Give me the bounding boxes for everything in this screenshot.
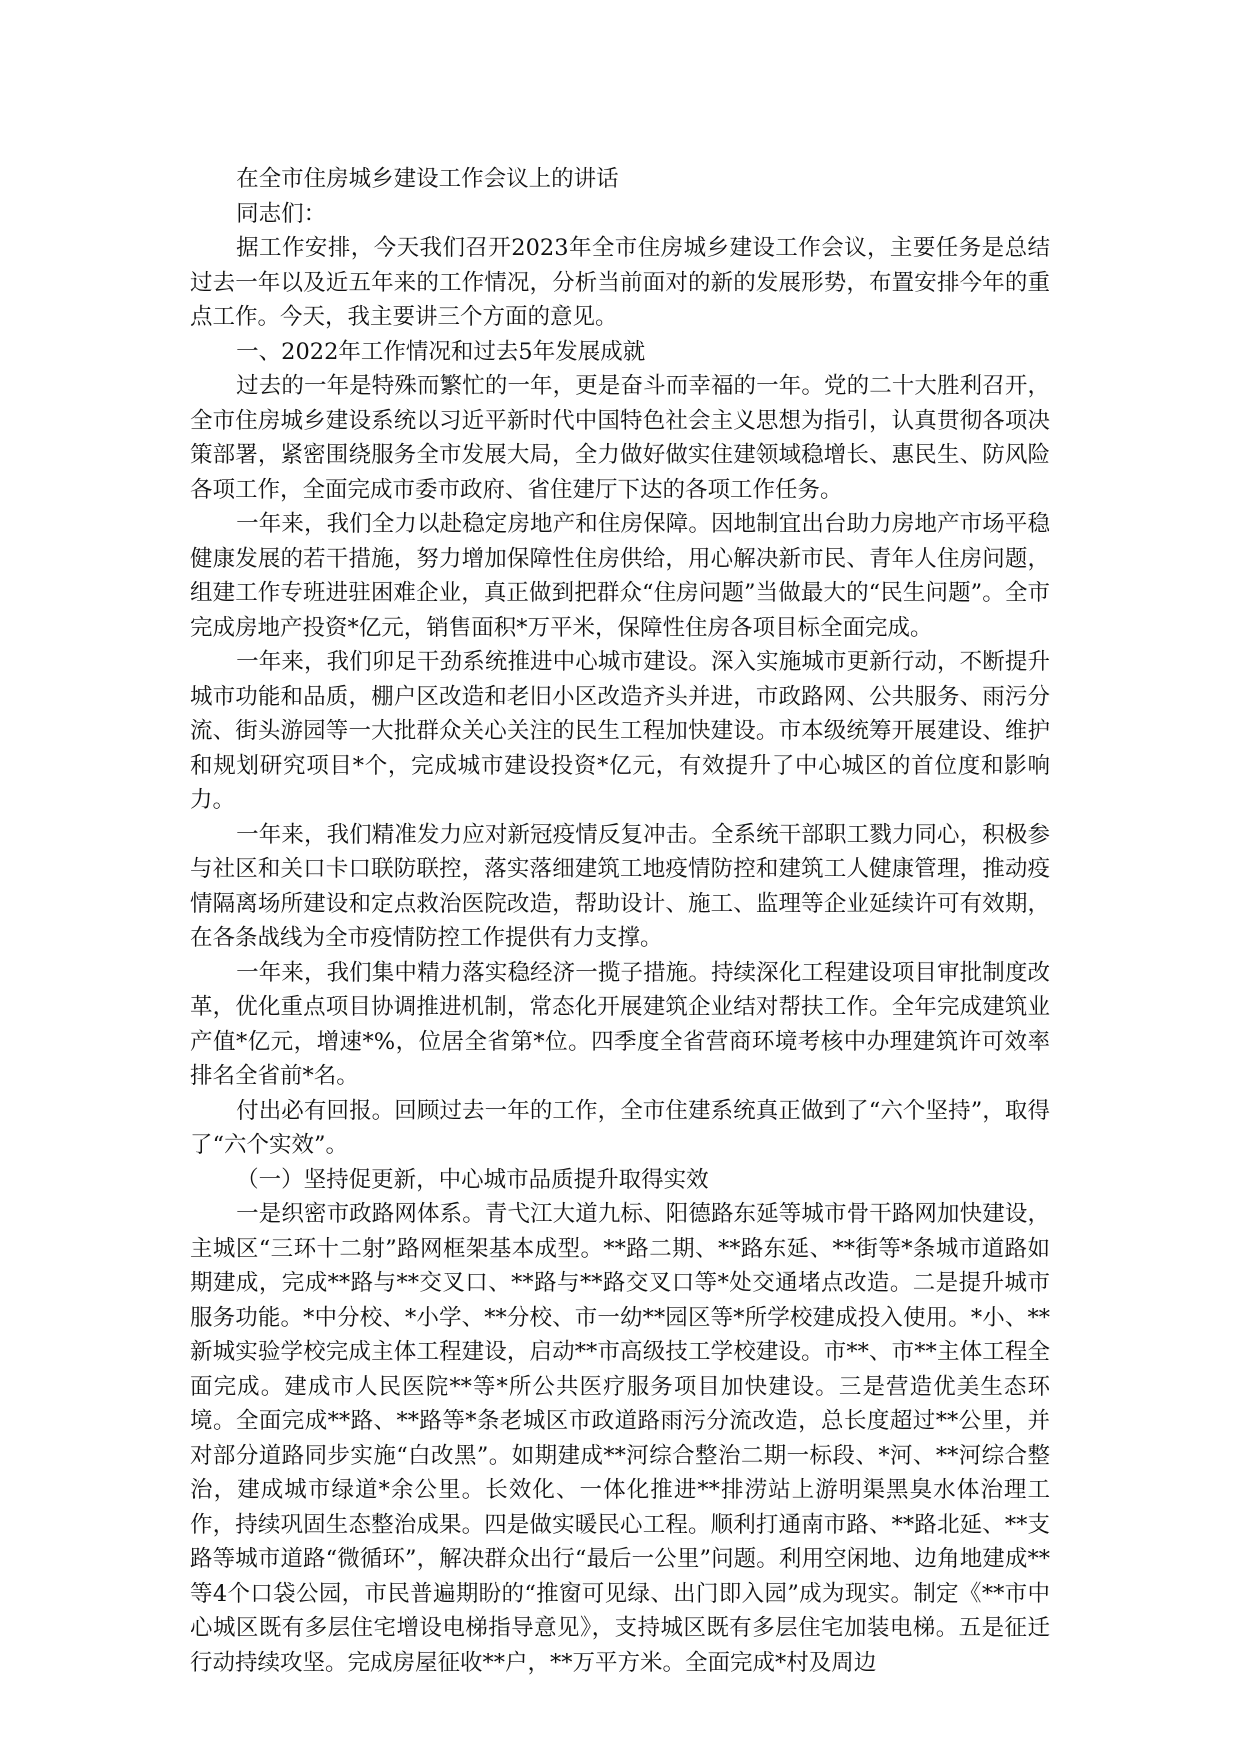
paragraph-intro: 据工作安排，今天我们召开2023年全市住房城乡建设工作会议，主要任务是总结过去一年以及近五年来的工作情况，分析当前面对的新的发展形势，布置安排今年的重点工作。今天，我主要讲三个方面的意见。 <box>190 235 1050 330</box>
paragraph: 一年来，我们全力以赴稳定房地产和住房保障。因地制宜出台助力房地产市场平稳健康发展的若干措施，努力增加保障性住房供给，用心解决新市民、青年人住房问题，组建工作专班进驻困难企业，真正做到把群众“住房问题”当做最大的“民生问题”。全市完成房地产投资*亿元，销售面积*万平米，保障性住房各项目标全面完成。 <box>190 511 1050 641</box>
paragraph: 过去的一年是特殊而繁忙的一年，更是奋斗而幸福的一年。党的二十大胜利召开，全市住房城乡建设系统以习近平新时代中国特色社会主义思想为指引，认真贯彻各项决策部署，紧密围绕服务全市发展大局，全力做好做实住建领域稳增长、惠民生、防风险各项工作，全面完成市委市政府、省住建厅下达的各项工作任务。 <box>190 373 1050 503</box>
document-body <box>190 162 1050 1680</box>
paragraph: 一年来，我们卯足干劲系统推进中心城市建设。深入实施城市更新行动，不断提升城市功能和品质，棚户区改造和老旧小区改造齐头并进，市政路网、公共服务、雨污分流、街头游园等一大批群众关心关注的民生工程加快建设。市本级统筹开展建设、维护和规划研究项目*个，完成城市建设投资*亿元，有效提升了中心城区的首位度和影响力。 <box>190 649 1050 813</box>
paragraph: 一是织密市政路网体系。青弋江大道九标、阳德路东延等城市骨干路网加快建设，主城区“三环十二射”路网框架基本成型。**路二期、**路东延、**街等*条城市道路如期建成，完成**路与**交叉口、**路与**路交叉口等*处交通堵点改造。二是提升城市服务功能。*中分校、*小学、**分校、市一幼**园区等*所学校建成投入使用。*小、**新城实验学校完成主体工程建设，启动**市高级技工学校建设。市**、市**主体工程全面完成。建成市人民医院**等*所公共医疗服务项目加快建设。三是营造优美生态环境。全面完成**路、**路等*条老城区市政道路雨污分流改造，总长度超过**公里，并对部分道路同步实施“白改黑”。如期建成**河综合整治二期一标段、*河、**河综合整治，建成城市绿道*余公里。长效化、一体化推进**排涝站上游明渠黑臭水体治理工作，持续巩固生态整治成果。四是做实暖民心工程。顺利打通南市路、**路北延、**支路等城市道路“微循环”，解决群众出行“最后一公里”问题。利用空闲地、边角地建成**等4个口袋公园，市民普遍期盼的“推窗可见绿、出门即入园”成为现实。制定《**市中心城区既有多层住宅增设电梯指导意见》，支持城区既有多层住宅加装电梯。五是征迁行动持续攻坚。完成房屋征收**户，**万平方米。全面完成*村及周边 <box>190 1201 1050 1676</box>
salutation: 同志们： <box>236 200 327 227</box>
section-heading-1: 一、2022年工作情况和过去5年发展成就 <box>236 338 646 365</box>
document-title: 在全市住房城乡建设工作会议上的讲话 <box>236 166 619 192</box>
paragraph: 一年来，我们集中精力落实稳经济一揽子措施。持续深化工程建设项目审批制度改革，优化重点项目协调推进机制，常态化开展建筑企业结对帮扶工作。全年完成建筑业产值*亿元，增速*%，位居全省第*位。四季度全省营商环境考核中办理建筑许可效率排名全省前*名。 <box>190 959 1050 1089</box>
subsection-heading: （一）坚持促更新，中心城市品质提升取得实效 <box>236 1166 709 1193</box>
paragraph: 一年来，我们精准发力应对新冠疫情反复冲击。全系统干部职工戮力同心，积极参与社区和关口卡口联防联控，落实落细建筑工地疫情防控和建筑工人健康管理，推动疫情隔离场所建设和定点救治医院改造，帮助设计、施工、监理等企业延续许可有效期，在各条战线为全市疫情防控工作提供有力支撑。 <box>190 821 1050 951</box>
paragraph: 付出必有回报。回顾过去一年的工作，全市住建系统真正做到了“六个坚持”，取得了“六个实效”。 <box>190 1097 1050 1158</box>
